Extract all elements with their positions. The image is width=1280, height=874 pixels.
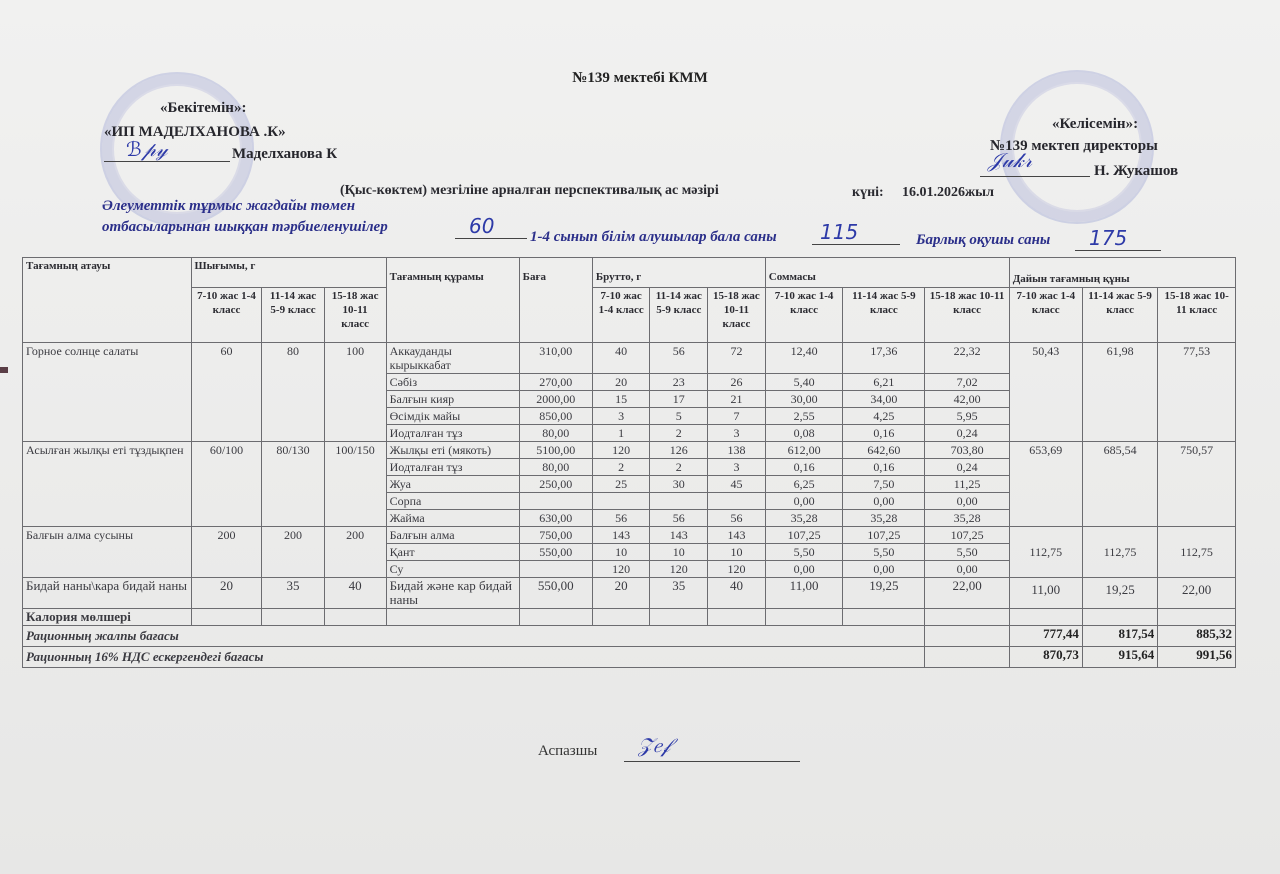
sum-a: 0,16 xyxy=(765,459,843,476)
sum-b: 35,28 xyxy=(843,510,925,527)
brutto-a: 56 xyxy=(592,510,650,527)
approve-right-label: «Келісемін»: xyxy=(1052,116,1139,132)
dish-yield-b: 80/130 xyxy=(262,442,324,527)
sum-a: 12,40 xyxy=(765,343,843,374)
brutto-a: 1 xyxy=(592,425,650,442)
sum-c: 35,28 xyxy=(925,510,1009,527)
header-ready-age-a: 7-10 жас 1-4 класс xyxy=(1009,288,1082,343)
brutto-b: 120 xyxy=(650,561,708,578)
date-label: күні: xyxy=(852,185,884,200)
ingredient-price: 80,00 xyxy=(519,459,592,476)
approve-left-org: «ИП МАДЕЛХАНОВА .К» xyxy=(104,124,286,140)
sum-a: 2,55 xyxy=(765,408,843,425)
ingredient-name: Балғын алма xyxy=(386,527,519,544)
ingredient-name: Иодталған тұз xyxy=(386,425,519,442)
brutto-c: 21 xyxy=(708,391,766,408)
dish-name: Бидай наны\кара бидай наны xyxy=(23,578,192,609)
total-c: 885,32 xyxy=(1158,626,1236,647)
dish-yield-a: 20 xyxy=(191,578,262,609)
dish-yield-c: 100/150 xyxy=(324,442,386,527)
social-count-field xyxy=(455,214,527,239)
vat-c: 991,56 xyxy=(1158,647,1236,668)
sum-c: 0,24 xyxy=(925,425,1009,442)
approve-left-name: Маделханова К xyxy=(232,146,338,162)
approve-right-position: №139 мектеп директоры xyxy=(990,138,1158,154)
brutto-b: 56 xyxy=(650,343,708,374)
brutto-a: 40 xyxy=(592,343,650,374)
brutto-c: 143 xyxy=(708,527,766,544)
sum-c: 107,25 xyxy=(925,527,1009,544)
vat-a: 870,73 xyxy=(1009,647,1082,668)
dish-yield-b: 35 xyxy=(262,578,324,609)
cook-signature-line xyxy=(624,733,800,762)
table-row xyxy=(23,442,1236,459)
ready-c: 112,75 xyxy=(1158,527,1236,578)
header-brutto-age-c: 15-18 жас 10-11 класс xyxy=(708,288,766,343)
brutto-c: 72 xyxy=(708,343,766,374)
brutto-a xyxy=(592,493,650,510)
brutto-c: 10 xyxy=(708,544,766,561)
grade-count-field xyxy=(812,220,900,245)
dish-yield-c: 100 xyxy=(324,343,386,442)
sum-a: 107,25 xyxy=(765,527,843,544)
page-title: №139 мектебі КММ xyxy=(572,70,708,86)
sum-b: 6,21 xyxy=(843,374,925,391)
ingredient-price xyxy=(519,561,592,578)
sum-b: 4,25 xyxy=(843,408,925,425)
ingredient-price: 550,00 xyxy=(519,578,592,609)
sum-a: 11,00 xyxy=(765,578,843,609)
approve-right-name: Н. Жукашов xyxy=(1094,163,1179,179)
dish-yield-a: 200 xyxy=(191,527,262,578)
brutto-c: 40 xyxy=(708,578,766,609)
cook-label: Аспазшы xyxy=(538,743,598,759)
grade-count: 115 xyxy=(820,220,859,244)
brutto-b: 10 xyxy=(650,544,708,561)
brutto-b: 5 xyxy=(650,408,708,425)
ready-b: 685,54 xyxy=(1082,442,1157,527)
brutto-c: 138 xyxy=(708,442,766,459)
dish-yield-c: 200 xyxy=(324,527,386,578)
date-value: 16.01.2026жыл xyxy=(902,185,994,200)
approve-left-signature xyxy=(104,137,230,167)
ingredient-price: 5100,00 xyxy=(519,442,592,459)
total-a: 777,44 xyxy=(1009,626,1082,647)
header-yield-age-b: 11-14 жас 5-9 класс xyxy=(262,288,324,343)
approve-left-label: «Бекітемін»: xyxy=(160,100,247,116)
ingredient-price: 630,00 xyxy=(519,510,592,527)
sum-c: 0,24 xyxy=(925,459,1009,476)
dish-name: Балғын алма сусыны xyxy=(23,527,192,578)
dish-yield-c: 40 xyxy=(324,578,386,609)
sum-b: 642,60 xyxy=(843,442,925,459)
header-ready-age-b: 11-14 жас 5-9 класс xyxy=(1082,288,1157,343)
sum-b: 7,50 xyxy=(843,476,925,493)
sum-a: 5,40 xyxy=(765,374,843,391)
brutto-c: 120 xyxy=(708,561,766,578)
sum-c: 42,00 xyxy=(925,391,1009,408)
sum-c: 22,00 xyxy=(925,578,1009,609)
sum-b: 19,25 xyxy=(843,578,925,609)
ingredient-price: 850,00 xyxy=(519,408,592,425)
sum-c: 7,02 xyxy=(925,374,1009,391)
ingredient-price xyxy=(519,493,592,510)
social-line-2: отбасыларынан шыққан тәрбиеленушілер xyxy=(102,219,388,235)
dish-yield-b: 80 xyxy=(262,343,324,442)
signature-mark-right: 𝒥𝓊𝓀𝓇 xyxy=(988,148,1033,172)
ready-b: 112,75 xyxy=(1082,527,1157,578)
approve-right-signature xyxy=(980,148,1090,182)
ready-b: 19,25 xyxy=(1082,578,1157,609)
sum-c: 0,00 xyxy=(925,561,1009,578)
sum-b: 34,00 xyxy=(843,391,925,408)
ready-a: 11,00 xyxy=(1009,578,1082,609)
ingredient-name: Жуа xyxy=(386,476,519,493)
sum-c: 22,32 xyxy=(925,343,1009,374)
total-count: 175 xyxy=(1089,226,1128,250)
brutto-a: 143 xyxy=(592,527,650,544)
brutto-b: 2 xyxy=(650,459,708,476)
header-sum: Соммасы xyxy=(765,258,1009,288)
brutto-a: 15 xyxy=(592,391,650,408)
menu-table xyxy=(22,257,1236,668)
brutto-a: 2 xyxy=(592,459,650,476)
header-ready-cost: Дайын тағамның құны xyxy=(1009,258,1235,288)
sum-a: 5,50 xyxy=(765,544,843,561)
ingredient-price: 80,00 xyxy=(519,425,592,442)
total-count-field xyxy=(1075,226,1161,251)
brutto-b: 17 xyxy=(650,391,708,408)
ingredient-name: Сорпа xyxy=(386,493,519,510)
brutto-a: 20 xyxy=(592,578,650,609)
ingredient-name: Бидай және кар бидай наны xyxy=(386,578,519,609)
brutto-b: 30 xyxy=(650,476,708,493)
ingredient-name: Сәбіз xyxy=(386,374,519,391)
ingredient-price: 750,00 xyxy=(519,527,592,544)
header-sum-age-b: 11-14 жас 5-9 класс xyxy=(843,288,925,343)
sum-b: 0,00 xyxy=(843,493,925,510)
sum-a: 612,00 xyxy=(765,442,843,459)
ingredient-price: 270,00 xyxy=(519,374,592,391)
sum-b: 0,16 xyxy=(843,425,925,442)
header-yield-age-a: 7-10 жас 1-4 класс xyxy=(191,288,262,343)
header-composition: Тағамның құрамы xyxy=(386,258,519,343)
ready-c: 22,00 xyxy=(1158,578,1236,609)
sum-b: 0,00 xyxy=(843,561,925,578)
header-price: Баға xyxy=(519,258,592,343)
brutto-c xyxy=(708,493,766,510)
ready-a: 653,69 xyxy=(1009,442,1082,527)
ingredient-name: Жайма xyxy=(386,510,519,527)
sum-a: 0,00 xyxy=(765,493,843,510)
total-row xyxy=(23,626,1236,647)
brutto-b: 56 xyxy=(650,510,708,527)
header-yield-age-c: 15-18 жас 10-11 класс xyxy=(324,288,386,343)
brutto-a: 20 xyxy=(592,374,650,391)
sum-c: 11,25 xyxy=(925,476,1009,493)
calories-row xyxy=(23,609,1236,626)
total-label: Рационның жалпы бағасы xyxy=(23,626,925,647)
header-brutto-age-b: 11-14 жас 5-9 класс xyxy=(650,288,708,343)
table-row xyxy=(23,578,1236,609)
dish-name: Горное солнце салаты xyxy=(23,343,192,442)
vat-label: Рационның 16% НДС ескергендегі бағасы xyxy=(23,647,925,668)
ingredient-name: Су xyxy=(386,561,519,578)
brutto-c: 3 xyxy=(708,459,766,476)
cook-signature-mark: 𝒵𝑒𝒻 xyxy=(638,733,671,757)
edge-mark xyxy=(0,367,8,373)
header-brutto: Брутто, г xyxy=(592,258,765,288)
dish-yield-a: 60/100 xyxy=(191,442,262,527)
calories-label: Калория мөлшері xyxy=(23,609,192,626)
signature-mark-left: ℬ𝓅𝓎 xyxy=(126,137,168,161)
social-count: 60 xyxy=(469,214,495,238)
brutto-b: 35 xyxy=(650,578,708,609)
header-sum-age-c: 15-18 жас 10-11 класс xyxy=(925,288,1009,343)
ready-a: 50,43 xyxy=(1009,343,1082,442)
vat-row xyxy=(23,647,1236,668)
brutto-a: 3 xyxy=(592,408,650,425)
header-dish-name: Тағамның атауы xyxy=(23,258,192,343)
total-b: 817,54 xyxy=(1082,626,1157,647)
ready-c: 77,53 xyxy=(1158,343,1236,442)
sum-a: 0,00 xyxy=(765,561,843,578)
brutto-b: 143 xyxy=(650,527,708,544)
total-students-label: Барлық оқушы саны xyxy=(916,232,1051,248)
dish-yield-b: 200 xyxy=(262,527,324,578)
sum-c: 0,00 xyxy=(925,493,1009,510)
header-brutto-age-a: 7-10 жас 1-4 класс xyxy=(592,288,650,343)
ready-b: 61,98 xyxy=(1082,343,1157,442)
sum-c: 703,80 xyxy=(925,442,1009,459)
sum-b: 5,50 xyxy=(843,544,925,561)
sum-a: 30,00 xyxy=(765,391,843,408)
dish-name: Асылған жылқы еті тұздықпен xyxy=(23,442,192,527)
table-row xyxy=(23,527,1236,544)
ingredient-price: 250,00 xyxy=(519,476,592,493)
ingredient-name: Қант xyxy=(386,544,519,561)
ingredient-name: Аккауданды кырыккабат xyxy=(386,343,519,374)
ingredient-price: 310,00 xyxy=(519,343,592,374)
sum-b: 0,16 xyxy=(843,459,925,476)
brutto-c: 56 xyxy=(708,510,766,527)
ingredient-name: Иодталған тұз xyxy=(386,459,519,476)
table-row xyxy=(23,343,1236,374)
brutto-b: 23 xyxy=(650,374,708,391)
brutto-a: 10 xyxy=(592,544,650,561)
ready-a: 112,75 xyxy=(1009,527,1082,578)
sum-c: 5,50 xyxy=(925,544,1009,561)
sum-c: 5,95 xyxy=(925,408,1009,425)
header-sum-age-a: 7-10 жас 1-4 класс xyxy=(765,288,843,343)
grade-label: 1-4 сынып білім алушылар бала саны xyxy=(530,229,777,245)
sum-b: 17,36 xyxy=(843,343,925,374)
sum-b: 107,25 xyxy=(843,527,925,544)
sum-a: 35,28 xyxy=(765,510,843,527)
brutto-b: 126 xyxy=(650,442,708,459)
menu-title: (Қыс-көктем) мезгіліне арналған перспективалық ас мәзірі xyxy=(340,183,719,198)
brutto-b xyxy=(650,493,708,510)
brutto-c: 26 xyxy=(708,374,766,391)
ingredient-name: Жылқы еті (мякоть) xyxy=(386,442,519,459)
brutto-c: 45 xyxy=(708,476,766,493)
brutto-a: 120 xyxy=(592,442,650,459)
sum-a: 6,25 xyxy=(765,476,843,493)
brutto-c: 3 xyxy=(708,425,766,442)
brutto-a: 120 xyxy=(592,561,650,578)
ingredient-price: 2000,00 xyxy=(519,391,592,408)
header-ready-age-c: 15-18 жас 10-11 класс xyxy=(1158,288,1236,343)
social-line-1: Әлеуметтік тұрмыс жагдайы төмен xyxy=(102,198,356,214)
ingredient-name: Балғын кияр xyxy=(386,391,519,408)
ingredient-name: Өсімдік майы xyxy=(386,408,519,425)
brutto-c: 7 xyxy=(708,408,766,425)
header-yield: Шығымы, г xyxy=(191,258,386,288)
sum-a: 0,08 xyxy=(765,425,843,442)
vat-b: 915,64 xyxy=(1082,647,1157,668)
ready-c: 750,57 xyxy=(1158,442,1236,527)
ingredient-price: 550,00 xyxy=(519,544,592,561)
dish-yield-a: 60 xyxy=(191,343,262,442)
brutto-b: 2 xyxy=(650,425,708,442)
brutto-a: 25 xyxy=(592,476,650,493)
